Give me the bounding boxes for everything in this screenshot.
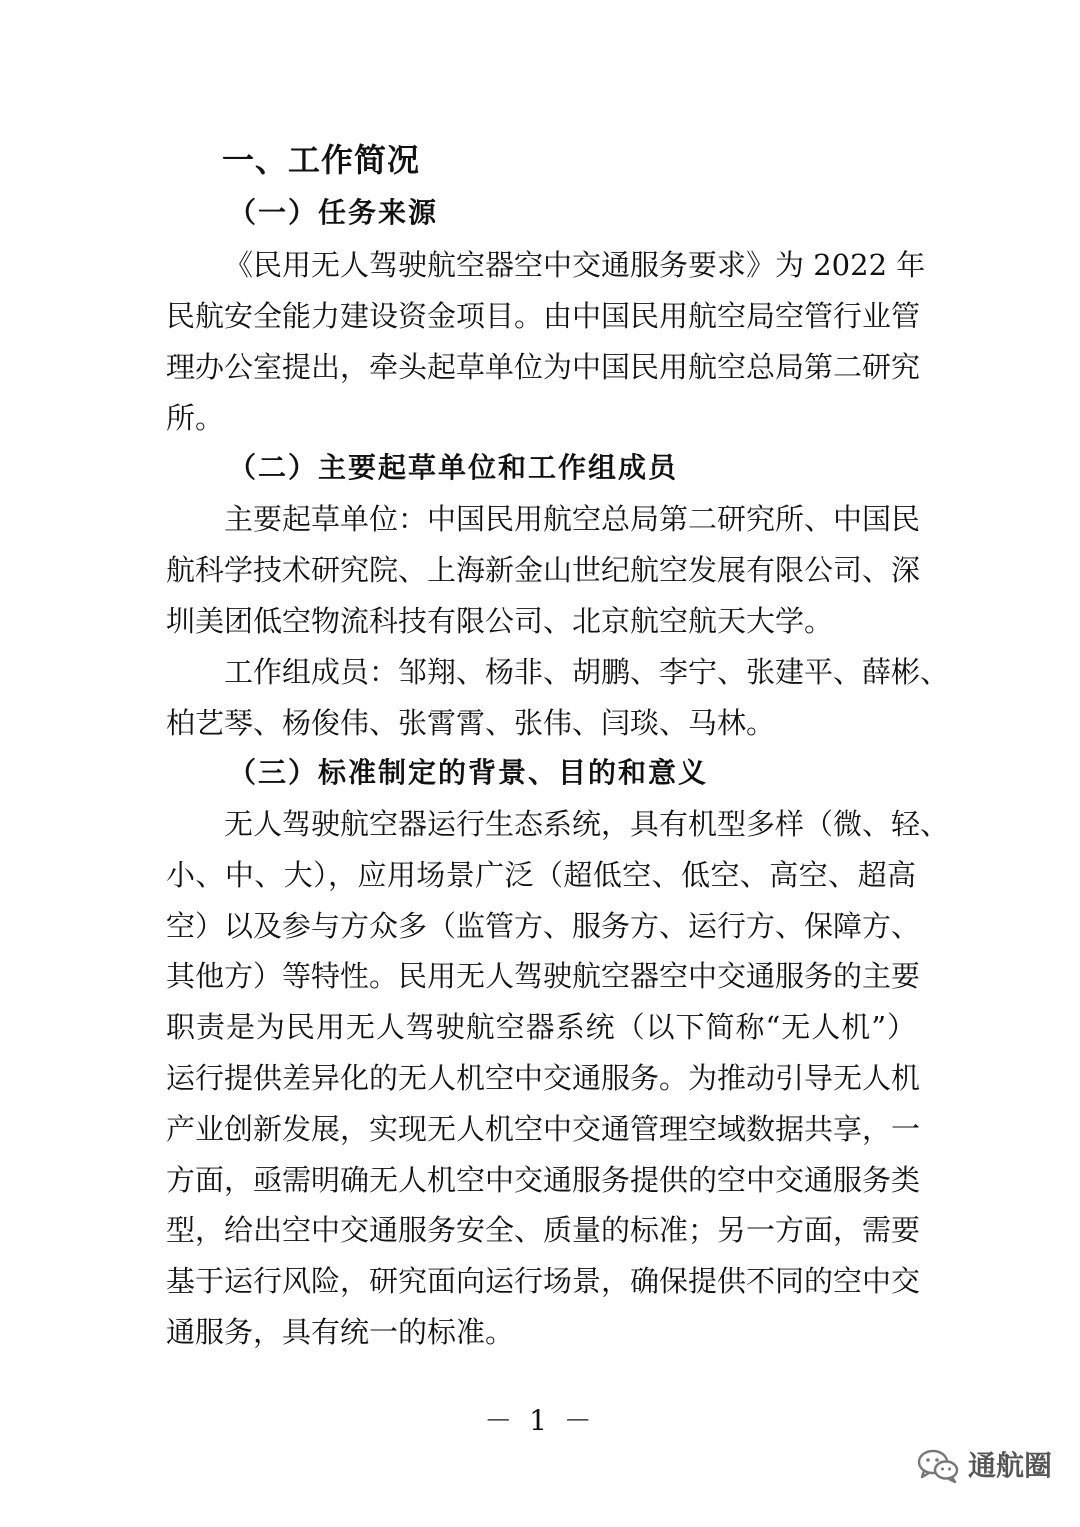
paragraph-line: 民航安全能力建设资金项目。由中国民用航空局空管行业管 — [166, 299, 921, 333]
paragraph-line: 基于运行风险，研究面向运行场景，确保提供不同的空中交 — [166, 1264, 921, 1298]
paragraph-line: 职责是为民用无人驾驶航空器系统（以下简称“无人机”） — [166, 1010, 916, 1044]
paragraph-line: 方面，亟需明确无人机空中交通服务提供的空中交通服务类 — [166, 1163, 921, 1197]
watermark — [916, 1448, 1052, 1484]
paragraph-line: 《民用无人驾驶航空器空中交通服务要求》为 2022 年 — [224, 248, 926, 282]
paragraph-line: 无人驾驶航空器运行生态系统，具有机型多样（微、轻、 — [224, 807, 950, 841]
paragraph-line: 柏艺琴、杨俊伟、张霄霄、张伟、闫琰、马林。 — [166, 706, 776, 740]
paragraph-line: 其他方）等特性。民用无人驾驶航空器空中交通服务的主要 — [166, 959, 921, 993]
subsection-heading-background: （三）标准制定的背景、目的和意义 — [228, 756, 709, 789]
paragraph-line: 工作组成员：邹翔、杨非、胡鹏、李宁、张建平、薛彬、 — [224, 655, 950, 689]
subsection-heading-drafters: （二）主要起草单位和工作组成员 — [228, 451, 679, 484]
paragraph-line: 运行提供差异化的无人机空中交通服务。为推动引导无人机 — [166, 1061, 921, 1095]
section-heading: 一、工作简况 — [222, 141, 421, 179]
paragraph-line: 所。 — [166, 401, 225, 435]
paragraph-line: 空）以及参与方众多（监管方、服务方、运行方、保障方、 — [166, 909, 921, 943]
watermark-text: 通航圈 — [967, 1449, 1052, 1482]
paragraph-line: 型，给出空中交通服务安全、质量的标准；另一方面，需要 — [166, 1213, 921, 1247]
paragraph-line: 航科学技术研究院、上海新金山世纪航空发展有限公司、深 — [166, 553, 921, 587]
paragraph-line: 小、中、大），应用场景广泛（超低空、低空、高空、超高 — [166, 858, 916, 892]
subsection-heading-task-source: （一）任务来源 — [228, 196, 439, 229]
paragraph-line: 圳美团低空物流科技有限公司、北京航空航天大学。 — [166, 604, 834, 638]
paragraph-line: 产业创新发展，实现无人机空中交通管理空域数据共享，一 — [166, 1112, 921, 1146]
paragraph-line: 主要起草单位：中国民用航空总局第二研究所、中国民 — [224, 502, 921, 536]
wechat-icon — [916, 1448, 960, 1484]
paragraph-line: 理办公室提出，牵头起草单位为中国民用航空总局第二研究 — [166, 350, 921, 384]
paragraph-line: 通服务，具有统一的标准。 — [166, 1315, 515, 1349]
page-number: － 1 － — [484, 1404, 596, 1437]
